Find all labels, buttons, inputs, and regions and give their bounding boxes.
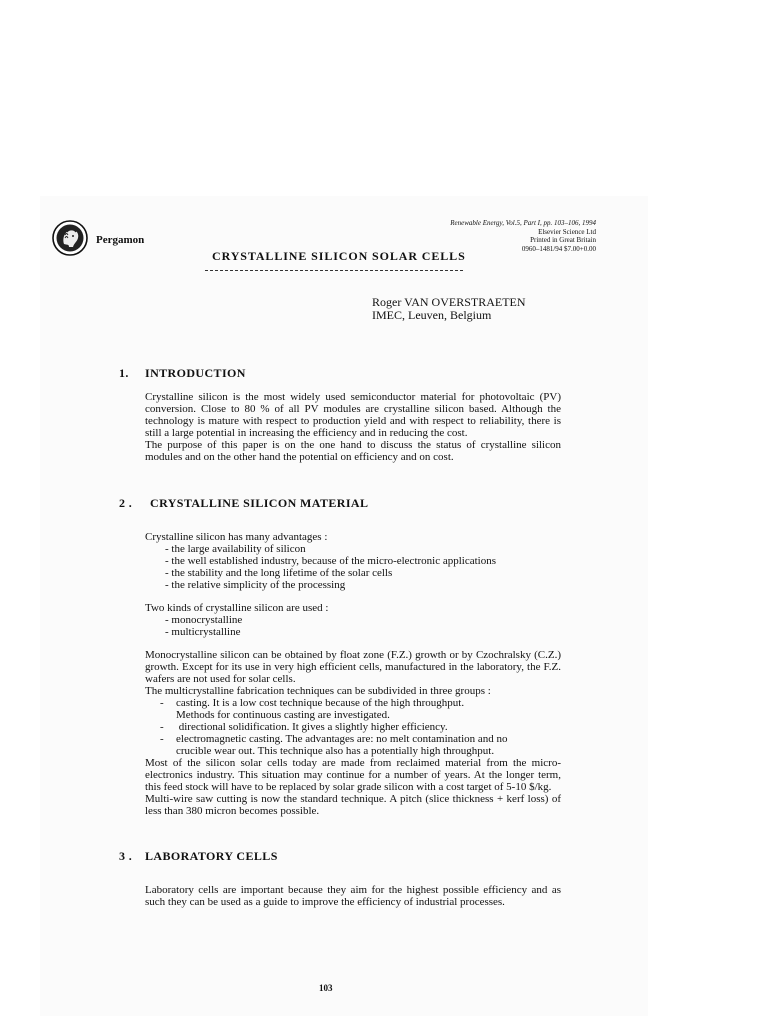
- title-underline: [205, 270, 463, 271]
- reclaimed-paragraph: Most of the silicon solar cells today are made from reclaimed material from the micro-electronics industry. This situation may continue for a number of years. At the longer term, this feed stock will have to be replaced by solar grade silicon with a cost target of 5-10 $/kg.: [145, 757, 561, 793]
- intro-text: [145, 391, 561, 463]
- material-text: [145, 649, 561, 697]
- list-item: - the stability and the long lifetime of the solar cells: [165, 567, 393, 579]
- kinds-list: [165, 614, 242, 638]
- author-affiliation: IMEC, Leuven, Belgium: [372, 308, 492, 322]
- journal-issn: 0960–1481/94 $7.00+0.00: [521, 244, 596, 253]
- advantages-list: [165, 543, 496, 591]
- techniques-list: [160, 697, 508, 757]
- list-item: - monocrystalline: [165, 614, 243, 626]
- section-title: INTRODUCTION: [145, 366, 246, 380]
- lab-text: [145, 884, 561, 908]
- paper-title: CRYSTALLINE SILICON SOLAR CELLS: [212, 249, 466, 263]
- author-name: Roger VAN OVERSTRAETEN: [372, 295, 526, 309]
- journal-citation: Renewable Energy, Vol.5, Part I, pp. 103–106, 1994: [450, 219, 596, 227]
- list-item: - the large availability of silicon: [165, 543, 306, 555]
- journal-info: [380, 219, 596, 253]
- intro-paragraph-2: The purpose of this paper is on the one hand to discuss the status of crystalline silicon modules and on the other hand the potential on efficiency and on cost.: [145, 439, 561, 463]
- list-item: - multicrystalline: [165, 626, 241, 638]
- author-block: [372, 296, 526, 322]
- journal-printed: Printed in Great Britain: [530, 236, 596, 244]
- kinds-intro: Two kinds of crystalline silicon are used :: [145, 602, 329, 614]
- list-item: - the relative simplicity of the processing: [165, 579, 346, 591]
- section-number: 3 .: [119, 849, 133, 863]
- list-item: - electromagnetic casting. The advantages are: no melt contamination and no crucible wear out. This technique also has a potentially high throughput.: [160, 733, 508, 757]
- publisher-name: Pergamon: [96, 234, 145, 246]
- list-item: - directional solidification. It gives a slightly higher efficiency.: [160, 721, 448, 733]
- material-text-2: [145, 757, 561, 817]
- list-item: - casting. It is a low cost technique because of the high throughput. Methods for continuous casting are investigated.: [160, 697, 465, 721]
- section-title: CRYSTALLINE SILICON MATERIAL: [150, 496, 369, 510]
- page-number: 103: [319, 983, 333, 993]
- list-item: - the well established industry, because of the micro-electronic applications: [165, 555, 497, 567]
- journal-publisher: Elsevier Science Ltd: [538, 227, 596, 236]
- intro-paragraph-1: Crystalline silicon is the most widely used semiconductor material for photovoltaic (PV) conversion. Close to 80 % of all PV modules are crystalline silicon based. Although the technology is mature with respect to production yield and with respect to reliability, there is still a large potential in increasing the efficiency and in reducing the cost.: [145, 391, 561, 439]
- section-number: 1.: [119, 366, 129, 380]
- wire-saw-paragraph: Multi-wire saw cutting is now the standard technique. A pitch (slice thickness + kerf loss) of less than 380 micron becomes possible.: [145, 793, 561, 817]
- mono-paragraph: Monocrystalline silicon can be obtained by float zone (F.Z.) growth or by Czochralsky (C.Z.) growth. Except for its use in very high efficient cells, manufactured in the laboratory, the F.Z. wafers are not used for solar cells.: [145, 649, 561, 685]
- multi-intro: The multicrystalline fabrication techniques can be subdivided in three groups :: [145, 685, 491, 697]
- advantages-intro: Crystalline silicon has many advantages :: [145, 531, 328, 543]
- pergamon-logo-icon: [52, 220, 88, 256]
- section-title: LABORATORY CELLS: [145, 849, 278, 863]
- section-number: 2 .: [119, 496, 133, 510]
- lab-paragraph: Laboratory cells are important because they aim for the highest possible efficiency and as such they can be used as a guide to improve the efficiency of industrial processes.: [145, 884, 561, 908]
